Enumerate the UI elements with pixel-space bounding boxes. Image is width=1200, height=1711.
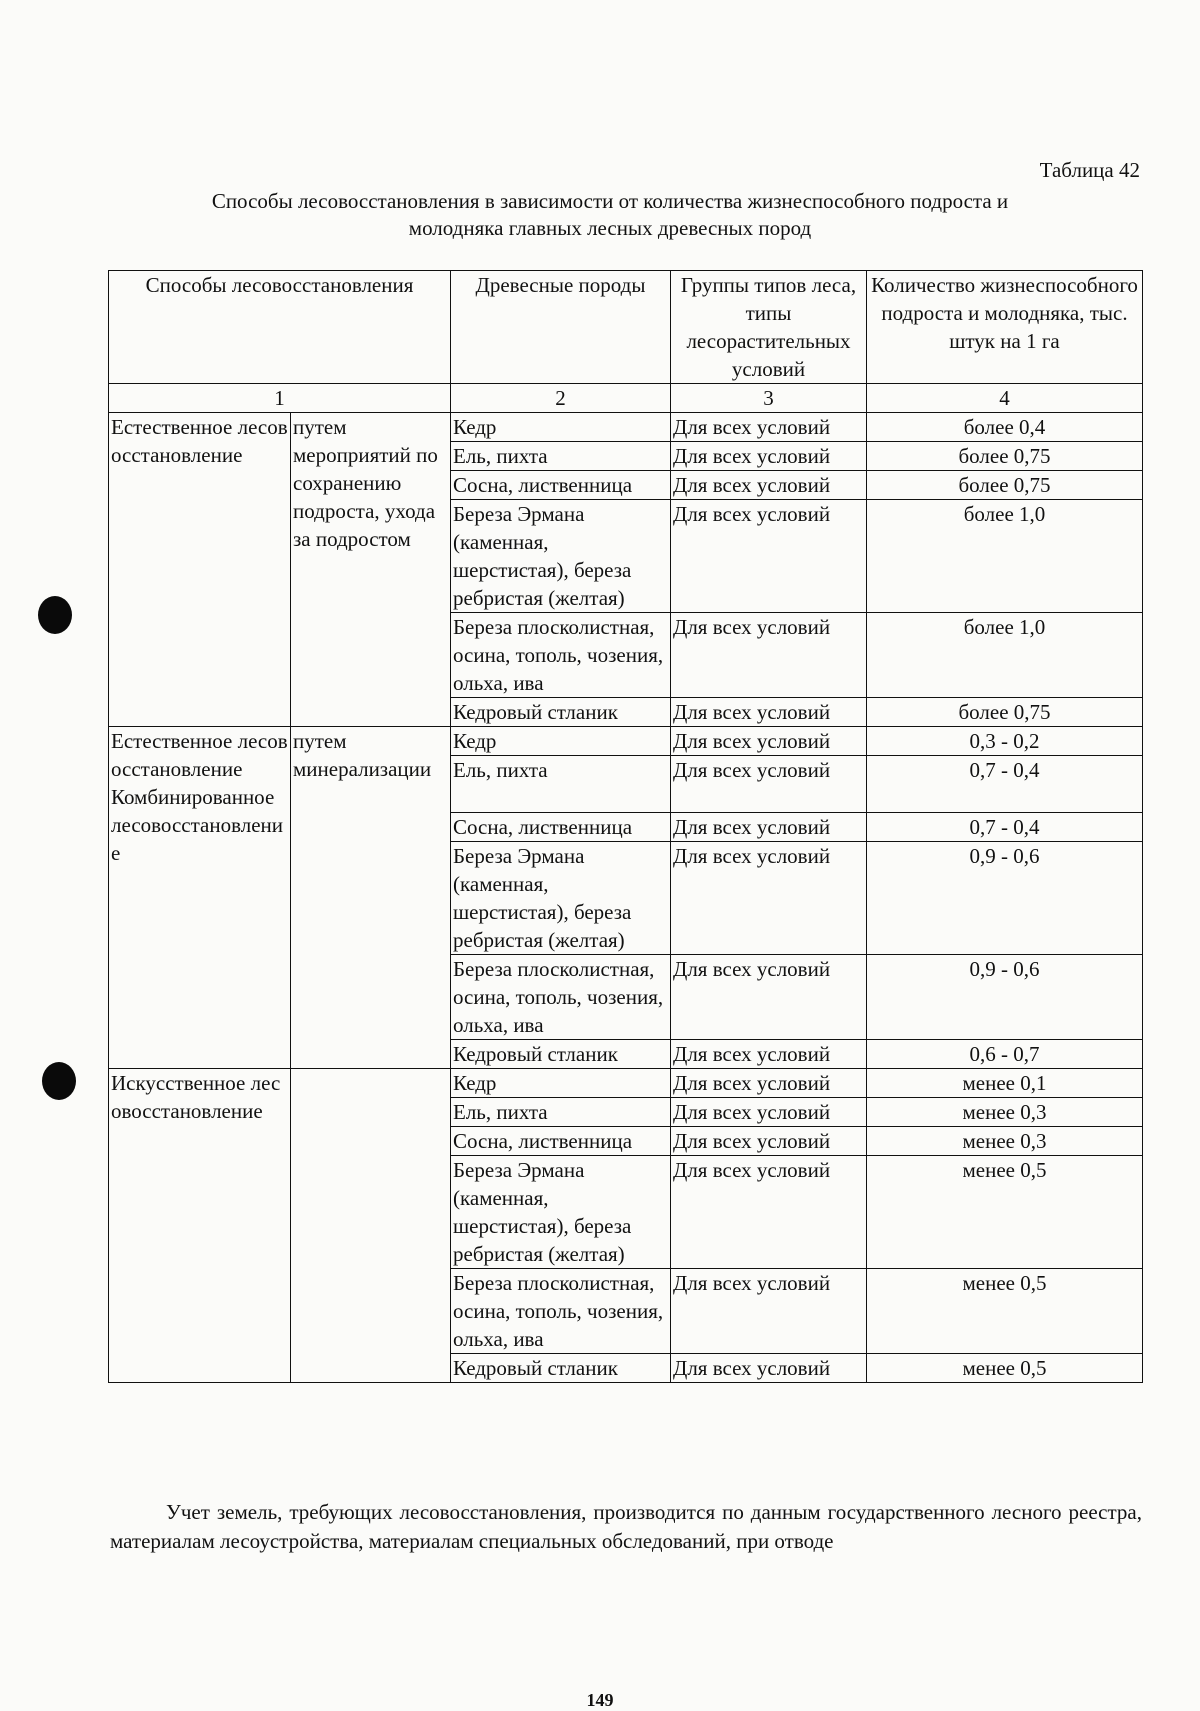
table-title [140,188,1080,242]
species-cell: Кедровый стланик [451,698,671,727]
method-sub-cell [291,1069,451,1383]
table-title-line-2: молодняка главных лесных древесных пород [408,216,812,240]
conditions-cell: Для всех условий [671,1069,867,1098]
header-species: Древесные породы [451,271,671,384]
method-combined: Комбинированное лесовосстановление [111,785,283,865]
amount-cell: более 0,75 [867,471,1143,500]
species-cell: Сосна, лиственница [451,813,671,842]
amount-cell: более 1,0 [867,500,1143,613]
species-cell: Ель, пихта [451,1098,671,1127]
amount-cell: менее 0,5 [867,1354,1143,1383]
method-sub-cell: путем минерализации [291,727,451,1069]
conditions-cell: Для всех условий [671,1269,867,1354]
table-row [109,727,1143,756]
conditions-cell: Для всех условий [671,1040,867,1069]
conditions-cell: Для всех условий [671,613,867,698]
species-cell: Кедр [451,727,671,756]
conditions-cell: Для всех условий [671,1127,867,1156]
column-number: 3 [671,384,867,413]
species-cell: Кедр [451,413,671,442]
amount-cell: 0,6 - 0,7 [867,1040,1143,1069]
amount-cell: более 1,0 [867,613,1143,698]
method-sub-cell: путем мероприятий по сохранению подроста, ухода за подростом [291,413,451,727]
species-cell: Береза Эрмана (каменная, шерстистая), береза ребристая (желтая) [451,1156,671,1269]
species-cell: Кедровый стланик [451,1354,671,1383]
method-cell: Естественное лесовосстановление [109,413,291,727]
conditions-cell: Для всех условий [671,471,867,500]
amount-cell: 0,9 - 0,6 [867,955,1143,1040]
conditions-cell: Для всех условий [671,442,867,471]
column-number: 1 [109,384,451,413]
table-row [109,1069,1143,1098]
header-forest-types: Группы типов леса, типы лесорастительных условий [671,271,867,384]
conditions-cell: Для всех условий [671,955,867,1040]
amount-cell: более 0,75 [867,442,1143,471]
species-cell: Сосна, лиственница [451,471,671,500]
amount-cell: 0,3 - 0,2 [867,727,1143,756]
column-number: 4 [867,384,1143,413]
amount-cell: менее 0,3 [867,1098,1143,1127]
conditions-cell: Для всех условий [671,813,867,842]
amount-cell: более 0,75 [867,698,1143,727]
species-cell: Береза плосколистная, осина, тополь, чозения, ольха, ива [451,1269,671,1354]
conditions-cell: Для всех условий [671,756,867,813]
method-cell: Искусственное лесовосстановление [109,1069,291,1383]
amount-cell: менее 0,3 [867,1127,1143,1156]
conditions-cell: Для всех условий [671,1354,867,1383]
method-natural: Естественное лесовосстановление [111,729,288,781]
amount-cell: менее 0,5 [867,1269,1143,1354]
conditions-cell: Для всех условий [671,698,867,727]
amount-cell: менее 0,5 [867,1156,1143,1269]
column-number-row [109,384,1143,413]
header-amount: Количество жизнеспособного подроста и молодняка, тыс. штук на 1 га [867,271,1143,384]
page-number: 149 [586,1690,614,1710]
amount-cell: менее 0,1 [867,1069,1143,1098]
method-cell [109,727,291,1069]
punch-hole-mark [38,596,72,634]
table-row [109,413,1143,442]
body-paragraph: Учет земель, требующих лесовосстановления, производится по данным государственного лесного реестра, материалам лесоустройства, материалам специальных обследований, при отводе [110,1500,1142,1553]
species-cell: Кедровый стланик [451,1040,671,1069]
conditions-cell: Для всех условий [671,413,867,442]
amount-cell: 0,7 - 0,4 [867,813,1143,842]
species-cell: Береза Эрмана (каменная, шерстистая), береза ребристая (желтая) [451,500,671,613]
species-cell: Береза плосколистная, осина, тополь, чозения, ольха, ива [451,955,671,1040]
conditions-cell: Для всех условий [671,842,867,955]
amount-cell: более 0,4 [867,413,1143,442]
table-label: Таблица 42 [1039,158,1140,182]
table-header-row [109,271,1143,384]
header-methods: Способы лесовосстановления [109,271,451,384]
species-cell: Ель, пихта [451,756,671,813]
species-cell: Береза плосколистная, осина, тополь, чозения, ольха, ива [451,613,671,698]
species-cell: Ель, пихта [451,442,671,471]
table-title-line-1: Способы лесовосстановления в зависимости от количества жизнеспособного подроста и [211,189,1009,213]
amount-cell: 0,7 - 0,4 [867,756,1143,813]
species-cell: Кедр [451,1069,671,1098]
species-cell: Сосна, лиственница [451,1127,671,1156]
conditions-cell: Для всех условий [671,1098,867,1127]
column-number: 2 [451,384,671,413]
punch-hole-mark [42,1062,76,1100]
conditions-cell: Для всех условий [671,1156,867,1269]
species-cell: Береза Эрмана (каменная, шерстистая), береза ребристая (желтая) [451,842,671,955]
amount-cell: 0,9 - 0,6 [867,842,1143,955]
conditions-cell: Для всех условий [671,727,867,756]
reforestation-table [108,270,1143,1383]
conditions-cell: Для всех условий [671,500,867,613]
